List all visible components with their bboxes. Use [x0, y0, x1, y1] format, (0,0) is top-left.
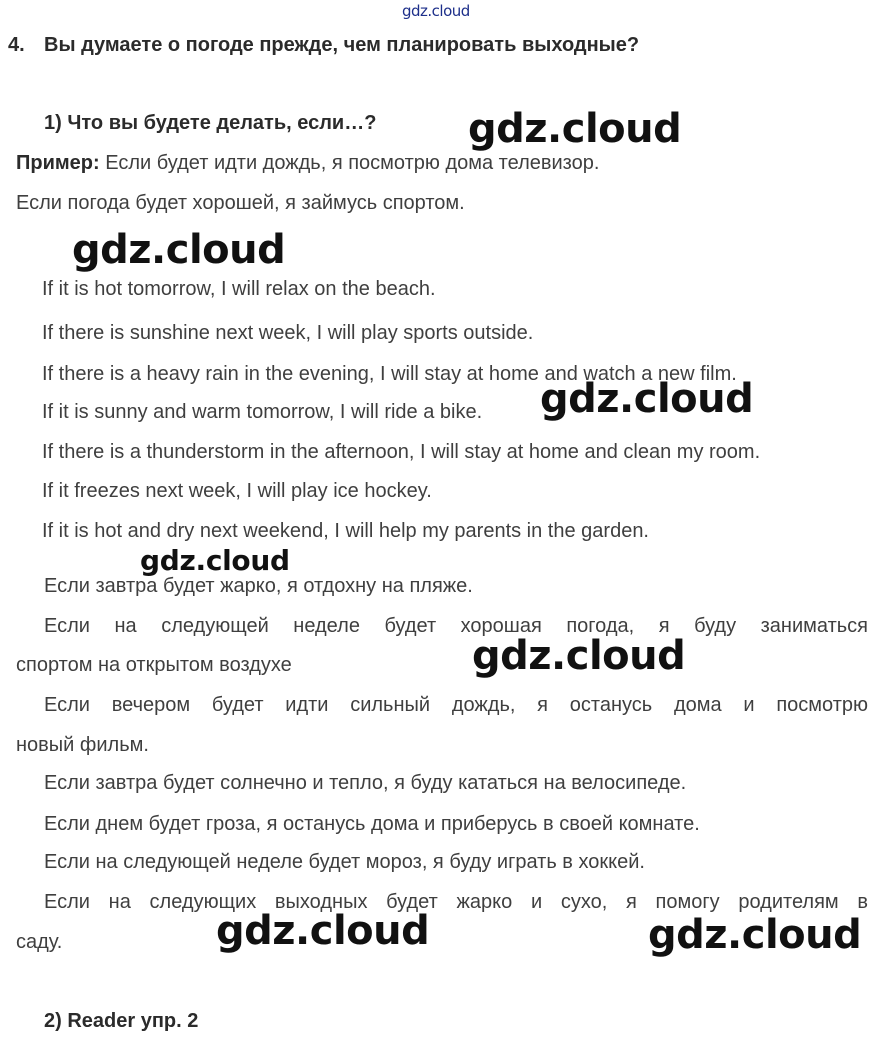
english-sentence: If there is a heavy rain in the evening, I will stay at home and watch a new film. [42, 363, 737, 385]
watermark: gdz.cloud [468, 106, 682, 152]
top-watermark: gdz.cloud [402, 2, 470, 20]
english-sentence: If it freezes next week, I will play ice hockey. [42, 480, 432, 502]
english-sentence: If it is hot and dry next weekend, I will help my parents in the garden. [42, 520, 649, 542]
task-title: Вы думаете о погоде прежде, чем планировать выходные? [44, 34, 640, 56]
watermark: gdz.cloud [472, 633, 686, 679]
english-sentence: If it is hot tomorrow, I will relax on the beach. [42, 278, 436, 300]
english-sentence: If there is a thunderstorm in the afternoon, I will stay at home and clean my room. [42, 441, 761, 463]
russian-sentence: Если завтра будет жарко, я отдохну на пляже. [44, 575, 473, 597]
watermark: gdz.cloud [648, 912, 862, 958]
russian-sentence: Если на следующей неделе будет хорошая погода, я буду заниматься [44, 615, 868, 637]
english-sentence: If there is sunshine next week, I will play sports outside. [42, 322, 534, 344]
russian-sentence-cont: новый фильм. [16, 734, 149, 756]
watermark: gdz.cloud [72, 227, 286, 273]
example-line [16, 151, 599, 175]
russian-sentence-cont: спортом на открытом воздухе [16, 654, 292, 676]
russian-sentence: Если вечером будет идти сильный дождь, я останусь дома и посмотрю [44, 694, 868, 716]
russian-sentence: Если на следующей неделе будет мороз, я буду играть в хоккей. [44, 851, 645, 873]
task-number: 4. [8, 34, 25, 56]
example-line-2: Если погода будет хорошей, я займусь спортом. [16, 192, 465, 214]
watermark: gdz.cloud [216, 908, 430, 954]
example-text: Если будет идти дождь, я посмотрю дома телевизор. [99, 152, 600, 174]
part2-heading: 2) Reader упр. 2 [44, 1010, 199, 1032]
russian-sentence: Если на следующих выходных будет жарко и сухо, я помогу родителям в [44, 891, 868, 913]
watermark: gdz.cloud [140, 544, 290, 577]
russian-sentence-cont: саду. [16, 931, 63, 953]
english-sentence: If it is sunny and warm tomorrow, I will ride a bike. [42, 401, 483, 423]
example-label: Пример: [16, 152, 100, 174]
russian-sentence: Если завтра будет солнечно и тепло, я буду кататься на велосипеде. [44, 772, 687, 794]
watermark: gdz.cloud [540, 376, 754, 422]
part1-heading: 1) Что вы будете делать, если…? [44, 112, 377, 134]
russian-sentence: Если днем будет гроза, я останусь дома и приберусь в своей комнате. [44, 813, 700, 835]
